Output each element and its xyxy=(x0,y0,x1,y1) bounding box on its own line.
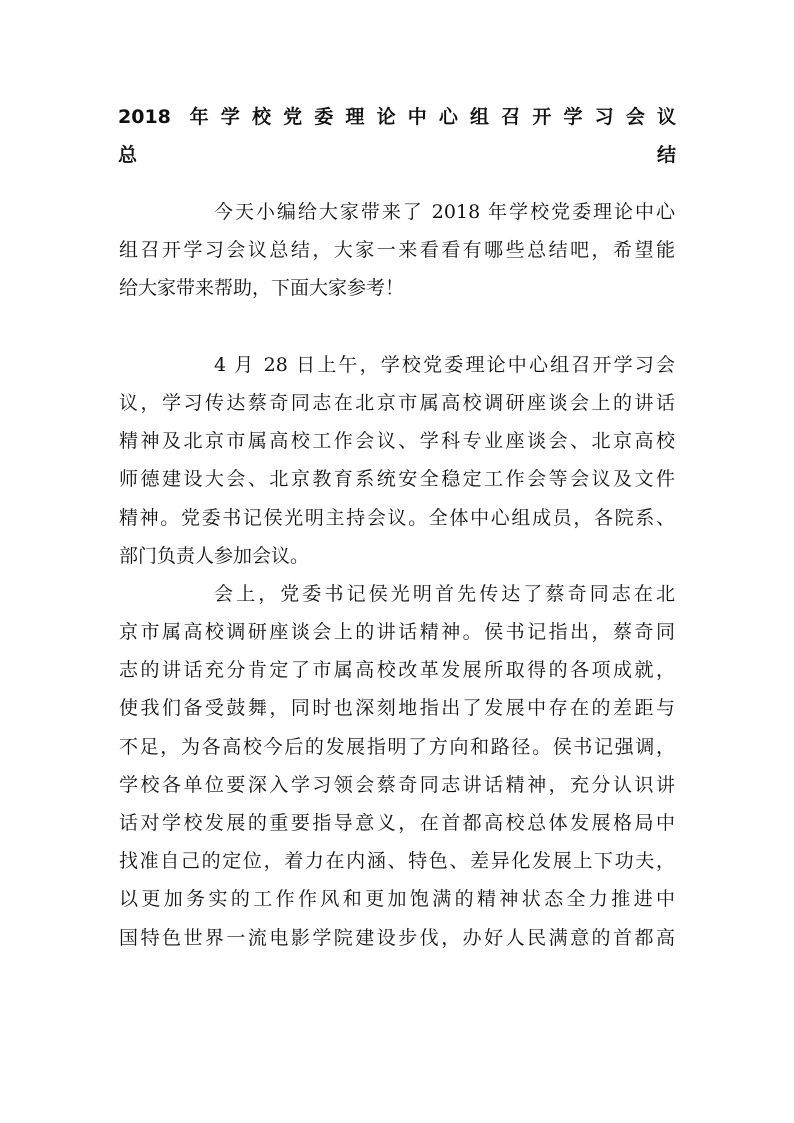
text-line: 精神及北京市属高校工作会议、学科专业座谈会、北京高校 xyxy=(119,430,675,453)
text-line: 部门负责人参加会议。 xyxy=(119,544,310,567)
text-line: 4 月 28 日上午，学校党委理论中心组召开学习会 xyxy=(214,353,675,376)
speech-paragraph xyxy=(119,575,675,957)
text-line: 话对学校发展的重要指导意义，在首都高校总体发展格局中 xyxy=(119,812,675,834)
text-line: 国特色世界一流电影学院建设步伐，办好人民满意的首都高 xyxy=(119,926,675,949)
text-line: 使我们备受鼓舞，同时也深刻地指出了发展中存在的差距与 xyxy=(119,697,675,720)
text-line: 找准自己的定位，着力在内涵、特色、差异化发展上下功夫， xyxy=(119,850,675,873)
text-line: 志的讲话充分肯定了市属高校改革发展所取得的各项成就， xyxy=(119,659,675,682)
intro-paragraph xyxy=(119,193,675,308)
text-line: 京市属高校调研座谈会上的讲话精神。侯书记指出，蔡奇同 xyxy=(119,621,675,644)
text-line: 不足，为各高校今后的发展指明了方向和路径。侯书记强调， xyxy=(119,735,675,758)
text-line: 组召开学习会议总结，大家一来看看有哪些总结吧，希望能 xyxy=(119,239,675,262)
title-line-2: 总结 xyxy=(118,144,676,167)
text-line: 会上，党委书记侯光明首先传达了蔡奇同志在北 xyxy=(214,582,675,605)
text-line: 精神。党委书记侯光明主持会议。全体中心组成员，各院系、 xyxy=(119,506,675,529)
text-line: 以更加务实的工作作风和更加饱满的精神状态全力推进中 xyxy=(119,888,675,911)
text-line: 给大家带来帮助，下面大家参考！ xyxy=(119,277,405,300)
paragraph-gap xyxy=(119,308,675,346)
text-line: 今天小编给大家带来了 2018 年学校党委理论中心 xyxy=(214,201,675,223)
title-line-1: 2018 年学校党委理论中心组召开学习会议 xyxy=(118,106,676,128)
text-line: 议，学习传达蔡奇同志在北京市属高校调研座谈会上的讲话 xyxy=(119,391,675,414)
meeting-paragraph xyxy=(119,346,675,575)
text-line: 学校各单位要深入学习领会蔡奇同志讲话精神，充分认识讲 xyxy=(119,773,675,796)
document-title xyxy=(118,98,676,174)
text-line: 师德建设大会、北京教育系统安全稳定工作会等会议及文件 xyxy=(119,468,675,491)
document-body xyxy=(119,193,675,957)
